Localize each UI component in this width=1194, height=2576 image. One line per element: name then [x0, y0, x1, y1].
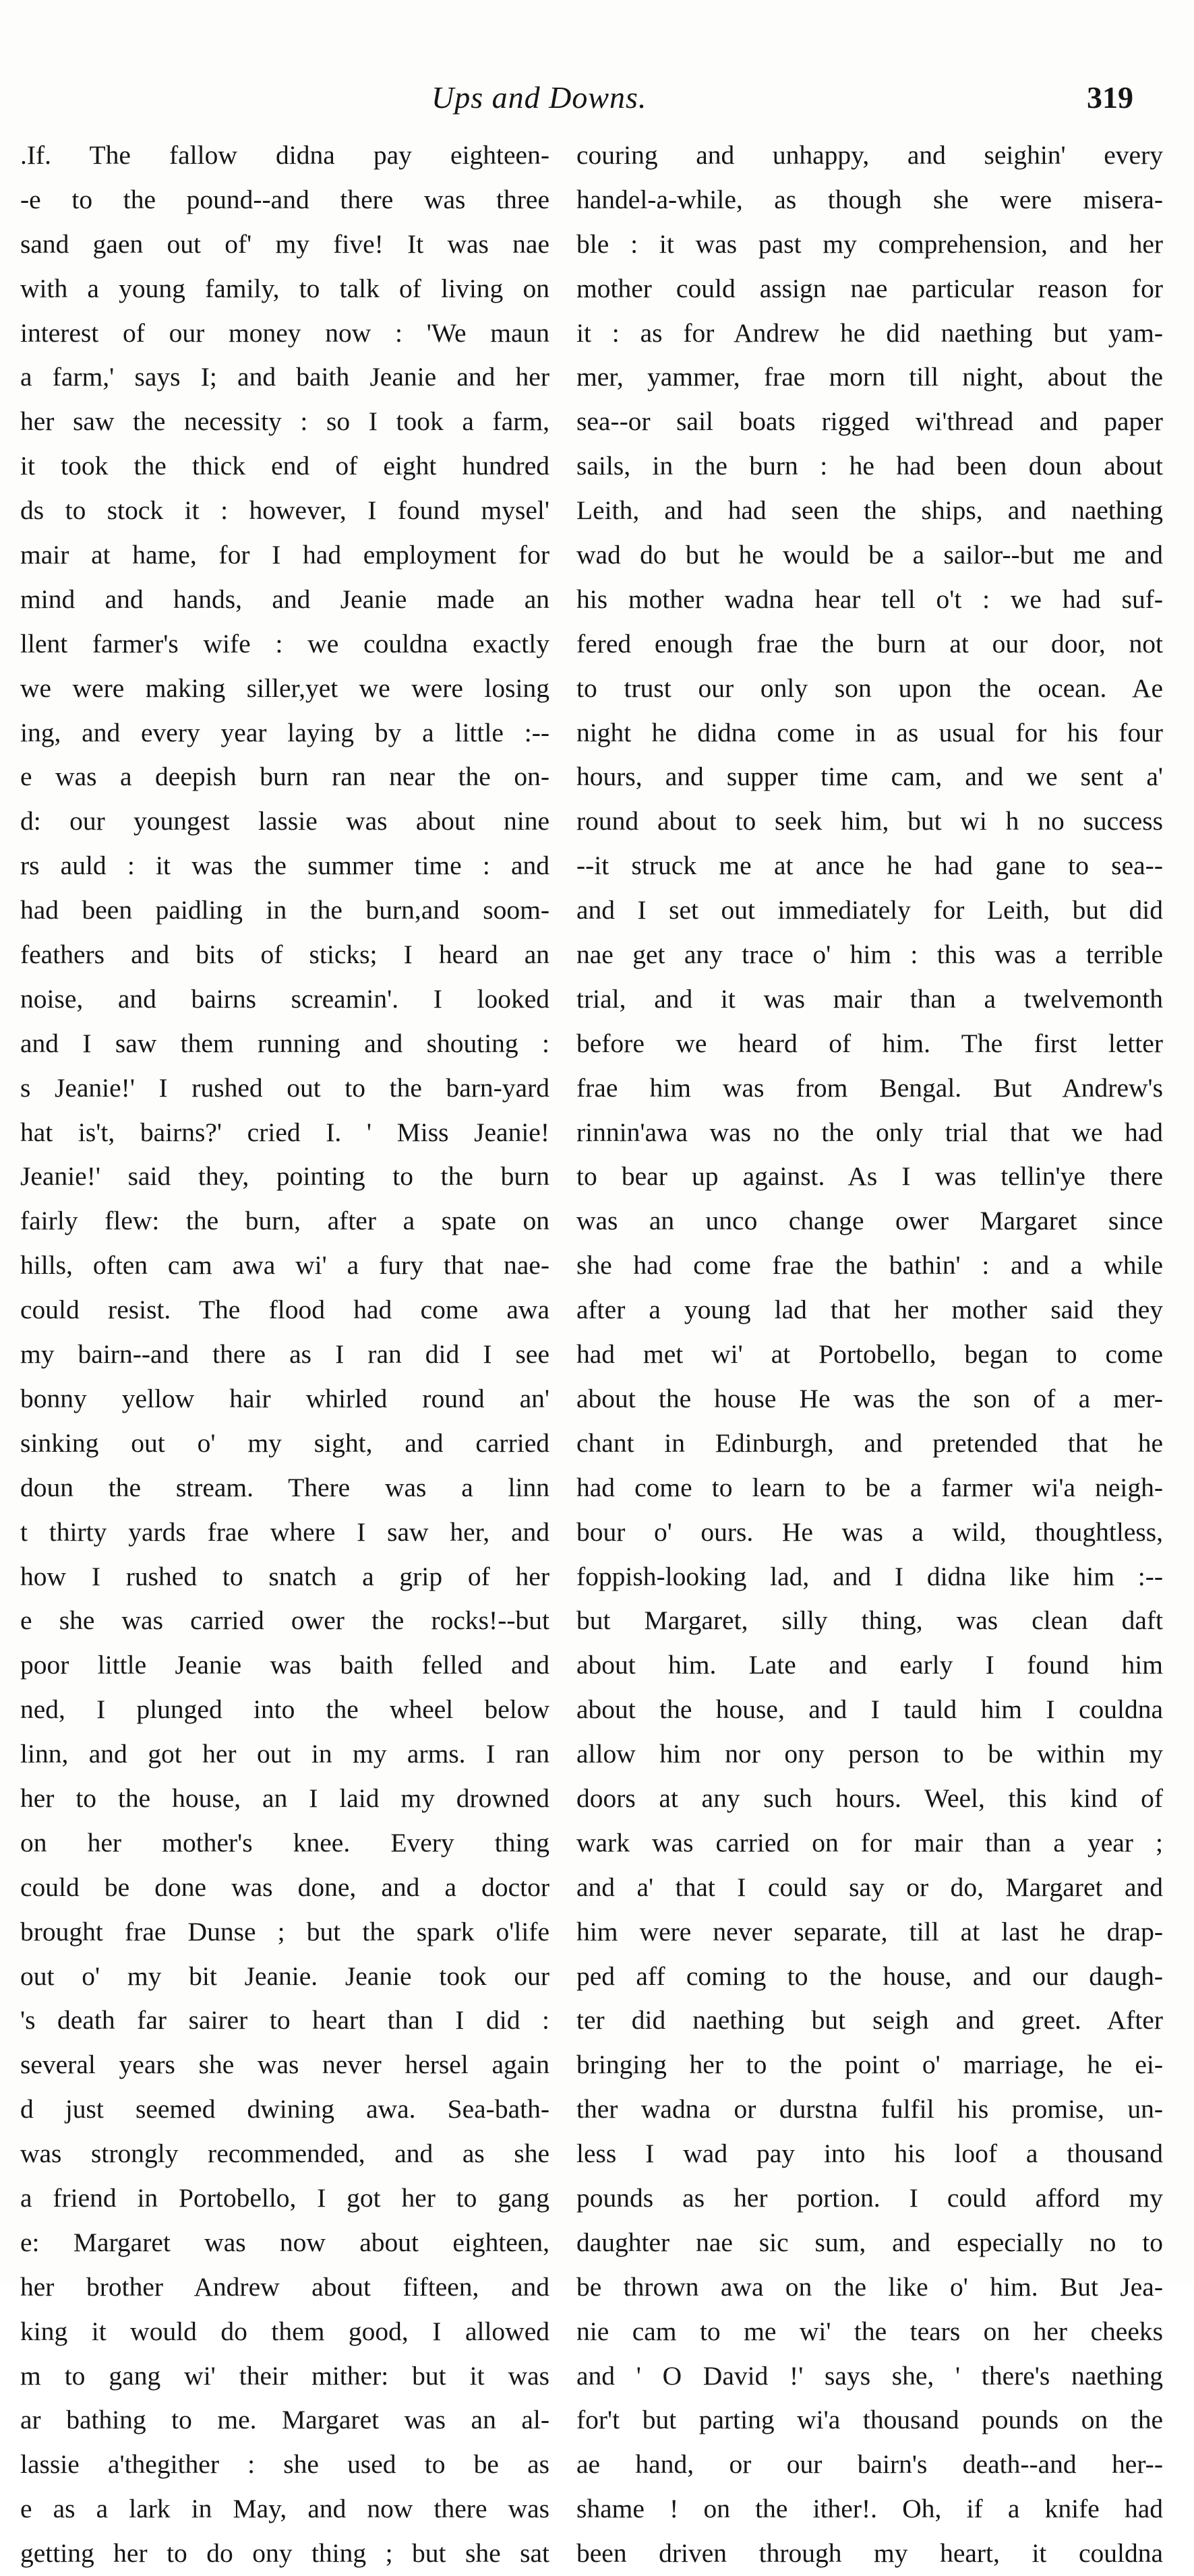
text-line: she had come frae the bathin' : and a while [576, 1250, 1163, 1281]
text-line: was strongly recommended, and as she [20, 2139, 549, 2169]
text-line: e she was carried ower the rocks!--but [20, 1605, 549, 1636]
text-line: been driven through my heart, it couldna [576, 2538, 1163, 2569]
text-line: hat is't, bairns?' cried I. ' Miss Jeanie! [20, 1117, 549, 1147]
text-line: on her mother's knee. Every thing [20, 1827, 549, 1858]
text-line: ae hand, or our bairn's death--and her-- [576, 2449, 1163, 2480]
text-line: and ' O David !' says she, ' there's naething [576, 2360, 1163, 2391]
text-line: him were never separate, till at last he drap- [576, 1916, 1163, 1946]
text-line: could be done was done, and a doctor [20, 1872, 549, 1902]
text-line: pounds as her portion. I could afford my [576, 2182, 1163, 2213]
text-line: getting her to do ony thing ; but she sat [20, 2538, 549, 2569]
text-line: doors at any such hours. Weel, this kind of [576, 1783, 1163, 1813]
text-line: but Margaret, silly thing, was clean daft [576, 1605, 1163, 1636]
text-line: about the house He was the son of a mer- [576, 1383, 1163, 1413]
text-line: less I wad pay into his loof a thousand [576, 2139, 1163, 2169]
text-line: ter did naething but seigh and greet. After [576, 2005, 1163, 2035]
text-line: .If. The fallow didna pay eighteen- [20, 140, 549, 170]
right-text-column [576, 133, 1163, 2576]
text-line: ther wadna or durstna fulfil his promise, un- [576, 2094, 1163, 2124]
text-line: before we heard of him. The first letter [576, 1028, 1163, 1058]
text-line: several years she was never hersel again [20, 2050, 549, 2080]
text-line: bour o' ours. He was a wild, thoughtless, [576, 1516, 1163, 1547]
text-line: her saw the necessity : so I took a farm, [20, 406, 549, 437]
text-line: hours, and supper time cam, and we sent a' [576, 762, 1163, 792]
text-line: bringing her to the point o' marriage, he ei- [576, 2050, 1163, 2080]
text-line: d just seemed dwining awa. Sea-bath- [20, 2094, 549, 2124]
text-line: be thrown awa on the like o' him. But Jea- [576, 2271, 1163, 2302]
text-line: his mother wadna hear tell o't : we had suf- [576, 584, 1163, 614]
text-line: about him. Late and early I found him [576, 1650, 1163, 1680]
text-line: wark was carried on for mair than a year ; [576, 1827, 1163, 1858]
text-line: sea--or sail boats rigged wi'thread and paper [576, 406, 1163, 437]
left-text-column [20, 133, 549, 2576]
text-line: mair at hame, for I had employment for [20, 540, 549, 570]
text-line: nae get any trace o' him : this was a terrible [576, 940, 1163, 970]
text-line: we were making siller,yet we were losing [20, 673, 549, 703]
text-line: a farm,' says I; and baith Jeanie and her [20, 362, 549, 392]
text-line: ds to stock it : however, I found mysel' [20, 495, 549, 526]
text-line: to bear up against. As I was tellin'ye there [576, 1161, 1163, 1192]
text-line: 's death far sairer to heart than I did : [20, 2005, 549, 2035]
text-line: sand gaen out of' my five! It was nae [20, 228, 549, 259]
text-line: fairly flew: the burn, after a spate on [20, 1206, 549, 1236]
text-line: daughter nae sic sum, and especially no to [576, 2227, 1163, 2257]
text-line: shame ! on the ither!. Oh, if a knife had [576, 2494, 1163, 2524]
text-line: frae him was from Bengal. But Andrew's [576, 1072, 1163, 1103]
text-line: to trust our only son upon the ocean. Ae [576, 673, 1163, 703]
text-line: her brother Andrew about fifteen, and [20, 2271, 549, 2302]
running-title: Ups and Downs. [431, 80, 647, 115]
text-line: e: Margaret was now about eighteen, [20, 2227, 549, 2257]
text-line: mer, yammer, frae morn till night, about the [576, 362, 1163, 392]
text-line: had met wi' at Portobello, began to come [576, 1339, 1163, 1370]
text-line: sinking out o' my sight, and carried [20, 1428, 549, 1458]
text-line: could resist. The flood had come awa [20, 1295, 549, 1325]
text-line: -e to the pound--and there was three [20, 184, 549, 214]
text-line: allow him nor ony person to be within my [576, 1739, 1163, 1769]
text-line: with a young family, to talk of living on [20, 273, 549, 303]
text-line: was an unco change ower Margaret since [576, 1206, 1163, 1236]
text-line: nie cam to me wi' the tears on her cheeks [576, 2316, 1163, 2346]
text-line: had come to learn to be a farmer wi'a neigh- [576, 1472, 1163, 1502]
text-line: e was a deepish burn ran near the on- [20, 762, 549, 792]
text-line: and I set out immediately for Leith, but did [576, 895, 1163, 925]
text-line: m to gang wi' their mither: but it was [20, 2360, 549, 2391]
text-line: d: our youngest lassie was about nine [20, 806, 549, 836]
page-number: 319 [1087, 80, 1133, 115]
text-line: linn, and got her out in my arms. I ran [20, 1739, 549, 1769]
text-line: sails, in the burn : he had been doun about [576, 451, 1163, 481]
text-line: ble : it was past my comprehension, and her [576, 228, 1163, 259]
text-line: poor little Jeanie was baith felled and [20, 1650, 549, 1680]
text-line: trial, and it was mair than a twelvemonth [576, 983, 1163, 1014]
text-line: chant in Edinburgh, and pretended that he [576, 1428, 1163, 1458]
text-line: llent farmer's wife : we couldna exactly [20, 628, 549, 658]
text-line: and I saw them running and shouting : [20, 1028, 549, 1058]
text-line: it : as for Andrew he did naething but yam- [576, 317, 1163, 348]
text-line: mother could assign nae particular reason for [576, 273, 1163, 303]
text-line: a friend in Portobello, I got her to gang [20, 2182, 549, 2213]
text-line: ned, I plunged into the wheel below [20, 1694, 549, 1725]
text-line: how I rushed to snatch a grip of her [20, 1561, 549, 1591]
text-line: --it struck me at ance he had gane to sea-- [576, 851, 1163, 881]
text-line: for't but parting wi'a thousand pounds on the [576, 2405, 1163, 2435]
text-line: it took the thick end of eight hundred [20, 451, 549, 481]
text-line: e as a lark in May, and now there was [20, 2494, 549, 2524]
text-line: her to the house, an I laid my drowned [20, 1783, 549, 1813]
text-line: out o' my bit Jeanie. Jeanie took our [20, 1961, 549, 1991]
text-line: s Jeanie!' I rushed out to the barn-yard [20, 1072, 549, 1103]
text-line: and a' that I could say or do, Margaret and [576, 1872, 1163, 1902]
text-line: my bairn--and there as I ran did I see [20, 1339, 549, 1370]
text-line: rs auld : it was the summer time : and [20, 851, 549, 881]
text-line: bonny yellow hair whirled round an' [20, 1383, 549, 1413]
text-line: Jeanie!' said they, pointing to the burn [20, 1161, 549, 1192]
text-line: mind and hands, and Jeanie made an [20, 584, 549, 614]
text-line: hills, often cam awa wi' a fury that nae- [20, 1250, 549, 1281]
text-line: night he didna come in as usual for his four [576, 717, 1163, 747]
text-line: couring and unhappy, and seighin' every [576, 140, 1163, 170]
text-line: foppish-looking lad, and I didna like him :-- [576, 1561, 1163, 1591]
text-line: ing, and every year laying by a little :-- [20, 717, 549, 747]
text-line: fered enough frae the burn at our door, not [576, 628, 1163, 658]
text-line: about the house, and I tauld him I couldna [576, 1694, 1163, 1725]
text-line: interest of our money now : 'We maun [20, 317, 549, 348]
text-line: round about to seek him, but wi h no success [576, 806, 1163, 836]
text-line: ped aff coming to the house, and our daugh- [576, 1961, 1163, 1991]
text-line: brought frae Dunse ; but the spark o'life [20, 1916, 549, 1946]
text-line: king it would do them good, I allowed [20, 2316, 549, 2346]
text-line: had been paidling in the burn,and soom- [20, 895, 549, 925]
text-line: wad do but he would be a sailor--but me and [576, 540, 1163, 570]
text-line: noise, and bairns screamin'. I looked [20, 983, 549, 1014]
text-line: handel-a-while, as though she were misera- [576, 184, 1163, 214]
text-line: rinnin'awa was no the only trial that we had [576, 1117, 1163, 1147]
text-line: lassie a'thegither : she used to be as [20, 2449, 549, 2480]
text-line: feathers and bits of sticks; I heard an [20, 940, 549, 970]
text-line: t thirty yards frae where I saw her, and [20, 1516, 549, 1547]
text-line: doun the stream. There was a linn [20, 1472, 549, 1502]
text-line: Leith, and had seen the ships, and naething [576, 495, 1163, 526]
text-line: ar bathing to me. Margaret was an al- [20, 2405, 549, 2435]
text-line: after a young lad that her mother said they [576, 1295, 1163, 1325]
page-header [0, 80, 1194, 127]
